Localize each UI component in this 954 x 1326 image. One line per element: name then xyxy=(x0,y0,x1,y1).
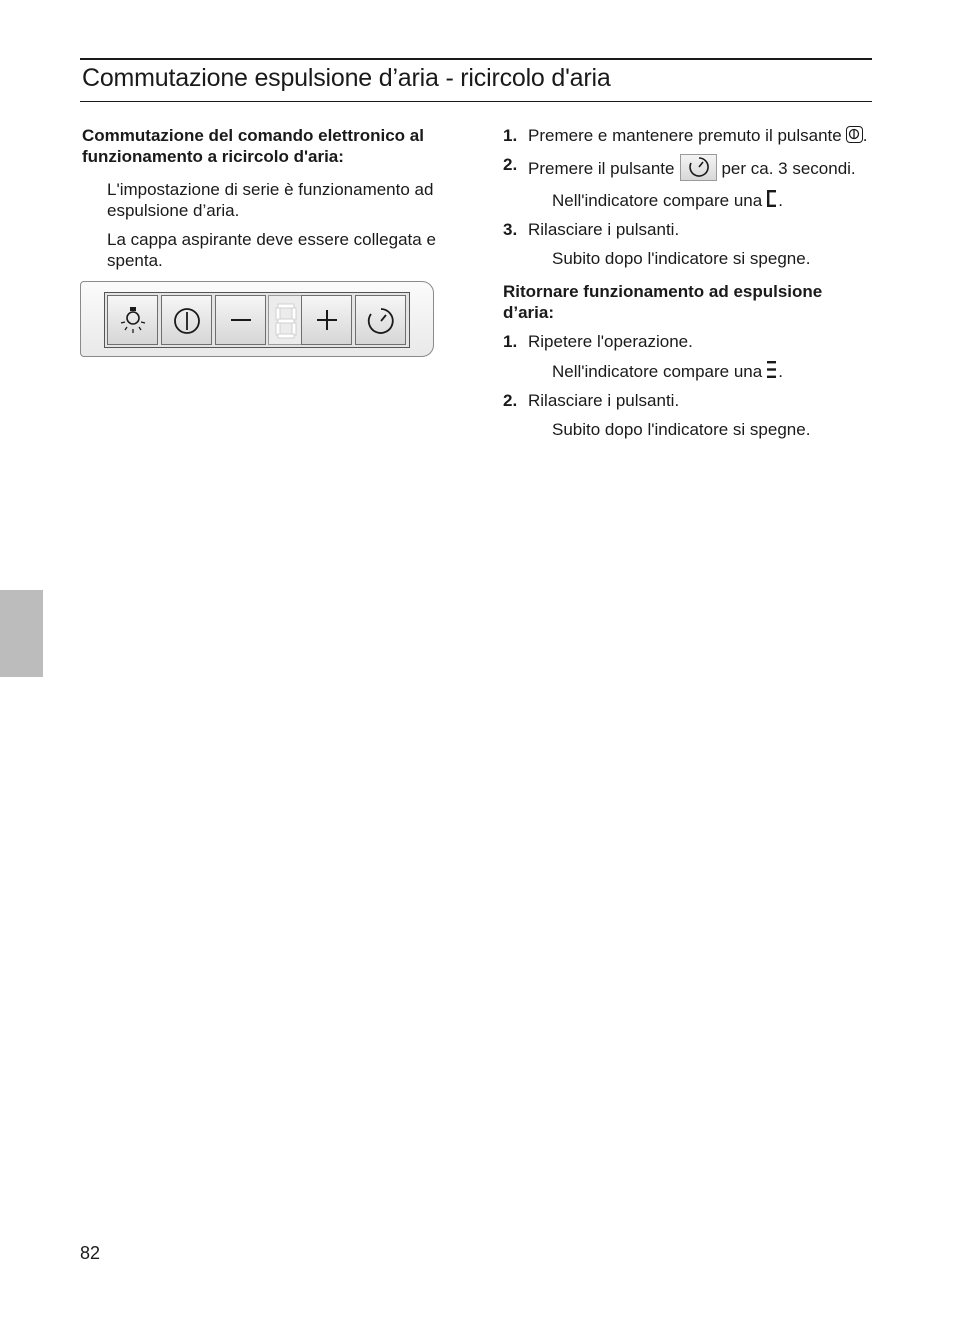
step-2-result: Nell'indicatore compare una . xyxy=(552,191,783,210)
timer-key xyxy=(355,295,406,345)
display-digit-icon xyxy=(273,302,299,340)
power-icon xyxy=(846,126,863,143)
return-step-2-result: Subito dopo l'indicatore si spegne. xyxy=(552,420,811,439)
segment-bars-icon xyxy=(766,360,778,379)
return-step-1: 1. Ripetere l'operazione. xyxy=(503,332,693,351)
return-step-1-result: Nell'indicatore compare una . xyxy=(552,362,783,381)
page-title: Commutazione espulsione d’aria - ricircolo d'aria xyxy=(82,64,611,92)
return-step-2: 2. Rilasciare i pulsanti. xyxy=(503,391,680,410)
step-2-text-b: per ca. 3 secondi. xyxy=(721,159,856,178)
plus-key xyxy=(301,295,352,345)
step-3: 3. Rilasciare i pulsanti. xyxy=(503,220,680,239)
paragraph-hood-state: La cappa aspirante deve essere collegata e spenta. xyxy=(107,230,436,270)
page-number: 82 xyxy=(80,1243,101,1263)
step-2: 2. Premere il pulsante per ca. 3 secondi. xyxy=(503,154,875,181)
left-column xyxy=(82,125,457,271)
power-key xyxy=(161,295,212,345)
step-1-text: Premere e mantenere premuto il pulsante xyxy=(528,126,842,145)
timer-icon xyxy=(680,154,717,181)
minus-icon xyxy=(216,296,267,346)
header-bottom-rule xyxy=(80,101,872,102)
control-panel xyxy=(80,281,434,357)
header-top-rule xyxy=(80,58,872,60)
segment-c-icon xyxy=(766,189,778,208)
control-panel-keypad xyxy=(104,292,410,348)
minus-key xyxy=(215,295,266,345)
plus-icon xyxy=(302,296,353,346)
power-icon xyxy=(162,296,213,346)
chapter-tab xyxy=(0,590,43,677)
light-icon xyxy=(108,296,159,346)
step-2-text-a: Premere il pulsante xyxy=(528,159,675,178)
light-key xyxy=(107,295,158,345)
step-3-result: Subito dopo l'indicatore si spegne. xyxy=(552,249,811,268)
timer-icon xyxy=(356,296,407,346)
step-1: 1. Premere e mantenere premuto il pulsante . xyxy=(503,126,868,145)
seven-segment-display xyxy=(268,295,302,345)
right-column xyxy=(503,125,875,440)
section-heading-return: Ritornare funzionamento ad espulsione d’aria: xyxy=(503,282,823,322)
paragraph-default-setting: L'impostazione di serie è funzionamento ad espulsione d’aria. xyxy=(107,180,434,220)
section-heading: Commutazione del comando elettronico al funzionamento a ricircolo d'aria: xyxy=(82,126,424,166)
